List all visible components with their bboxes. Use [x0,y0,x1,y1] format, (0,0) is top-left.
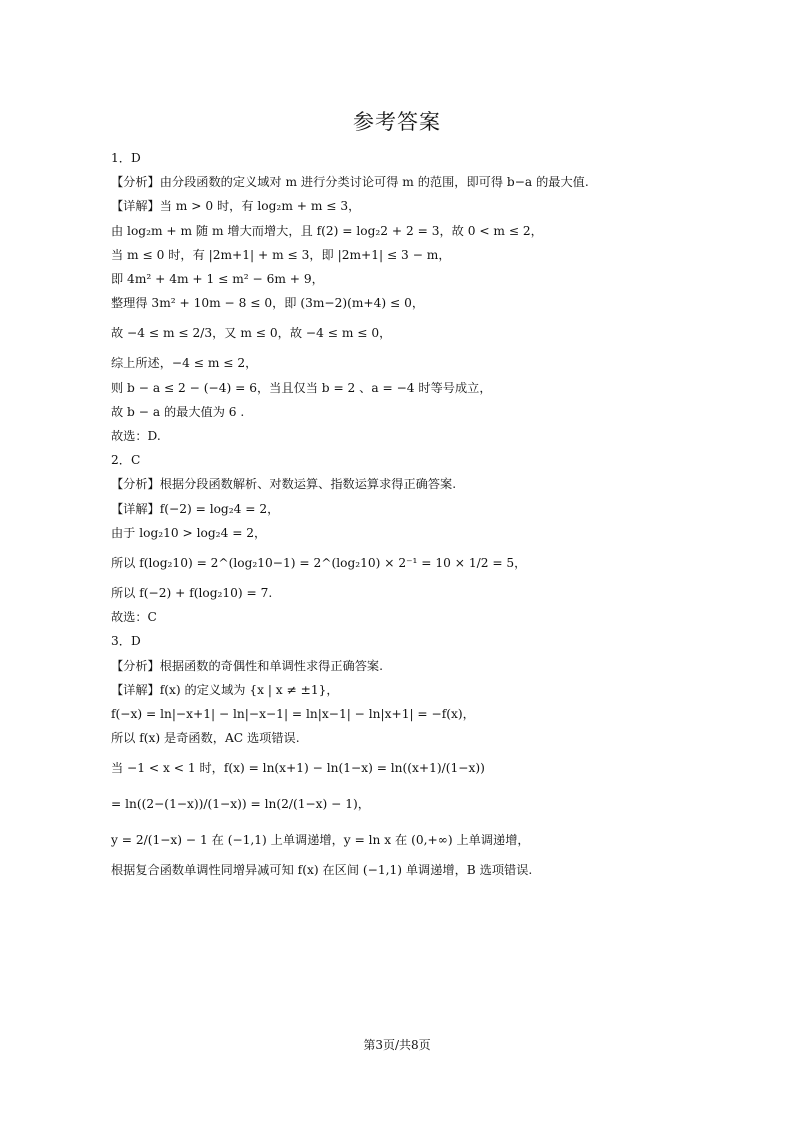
text-line: 【分析】根据函数的奇偶性和单调性求得正确答案. [111,658,383,673]
text-line: 当 m ≤ 0 时，有 |2m+1| + m ≤ 3，即 |2m+1| ≤ 3 − m， [111,247,451,262]
text-line: 当 −1 < x < 1 时，f(x) = ln(x+1) − ln(1−x) = ln((x+1)/(1−x)) [111,761,485,776]
text-line: 故选：C [111,610,157,625]
text-line: = ln((2−(1−x))/(1−x)) = ln(2/(1−x) − 1)， [111,797,370,812]
text-line: 【详解】当 m > 0 时，有 log₂m + m ≤ 3， [111,199,361,214]
text-line: 【分析】由分段函数的定义域对 m 进行分类讨论可得 m 的范围，即可得 b−a 的最大值. [111,175,589,190]
text-line: 综上所述，−4 ≤ m ≤ 2， [111,356,258,371]
text-line: 整理得 3m² + 10m − 8 ≤ 0，即 (3m−2)(m+4) ≤ 0， [111,296,425,311]
text-line: 根据复合函数单调性同增异减可知 f(x) 在区间 (−1,1) 单调递增，B 选项错误. [111,863,533,878]
text-line: f(−x) = ln|−x+1| − ln|−x−1| = ln|x−1| − ln|x+1| = −f(x)， [111,707,475,722]
text-line: 故 b − a 的最大值为 6 . [111,404,245,419]
text-line: 由于 log₂10 > log₂4 = 2， [111,525,267,540]
page-number: 第3页/共8页 [363,1038,431,1052]
text-line: 【分析】根据分段函数解析、对数运算、指数运算求得正确答案. [111,477,457,492]
text-line: y = 2/(1−x) − 1 在 (−1,1) 上单调递增，y = ln x 在 (0,+∞) 上单调递增， [111,833,530,848]
text-line: 2．C [111,453,141,468]
answer-content [111,146,711,883]
text-line: 即 4m² + 4m + 1 ≤ m² − 6m + 9， [111,272,324,287]
page-title: 参考答案 [353,110,441,134]
text-line: 由 log₂m + m 随 m 增大而增大，且 f(2) = log₂2 + 2 = 3，故 0 < m ≤ 2， [111,223,543,238]
text-line: 【详解】f(−2) = log₂4 = 2， [111,501,280,516]
text-line: 故选：D. [111,429,161,444]
text-line: 所以 f(−2) + f(log₂10) = 7. [111,586,273,601]
text-line: 1．D [111,151,141,165]
text-line: 所以 f(x) 是奇函数，AC 选项错误. [111,731,300,746]
text-line: 3．D [111,634,141,649]
text-line: 所以 f(log₂10) = 2^(log₂10−1) = 2^(log₂10) × 2⁻¹ = 10 × 1/2 = 5， [111,556,527,571]
text-line: 则 b − a ≤ 2 − (−4) = 6，当且仅当 b = 2 、a = −4 时等号成立， [111,380,492,395]
text-line: 故 −4 ≤ m ≤ 2/3，又 m ≤ 0，故 −4 ≤ m ≤ 0， [111,326,392,341]
text-line: 【详解】f(x) 的定义域为 {x | x ≠ ±1}， [111,682,339,697]
